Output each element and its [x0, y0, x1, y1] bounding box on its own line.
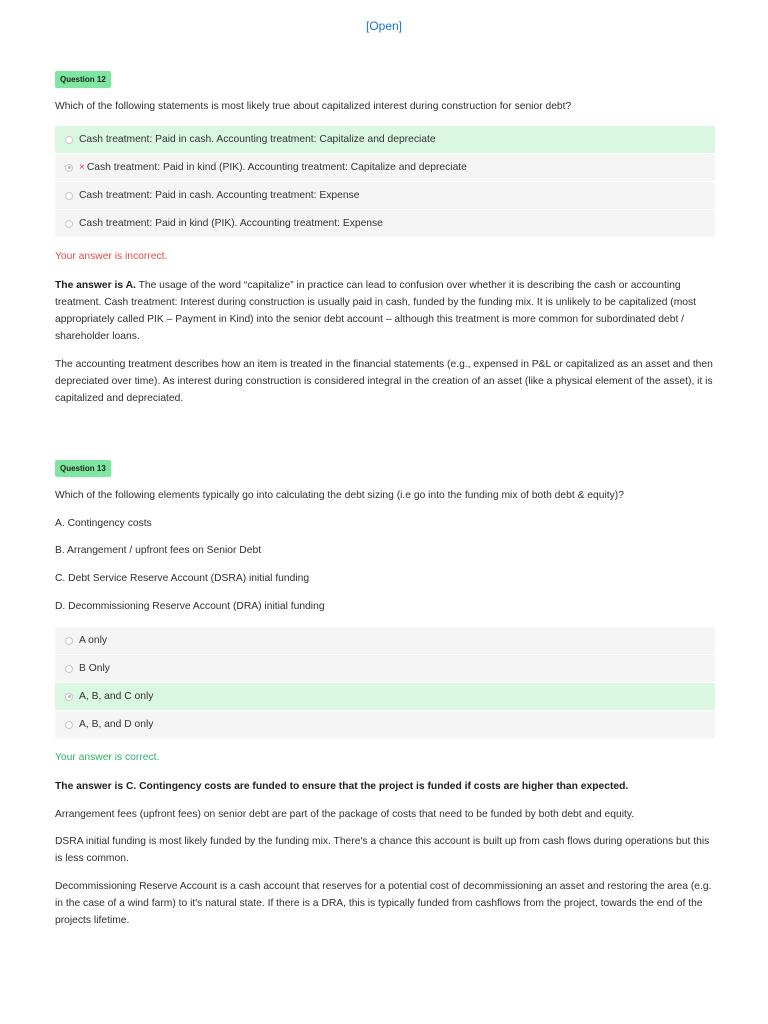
radio-icon[interactable]	[65, 637, 73, 645]
incorrect-x-icon: ×	[79, 162, 85, 173]
radio-icon[interactable]	[65, 665, 73, 673]
q13-element-d: D. Decommissioning Reserve Account (DRA) initial funding	[55, 601, 325, 612]
q12-option-c[interactable]	[55, 182, 715, 210]
question-13-text: Which of the following elements typically go into calculating the debt sizing (i.e go into the funding mix of both debt & equity)?	[55, 490, 624, 501]
q13-option-d[interactable]	[55, 711, 715, 739]
radio-icon[interactable]	[65, 721, 73, 729]
q12-option-a-label: Cash treatment: Paid in cash. Accounting treatment: Capitalize and depreciate	[79, 134, 436, 145]
q12-option-d-label: Cash treatment: Paid in kind (PIK). Accounting treatment: Expense	[79, 218, 383, 229]
question-13-options	[55, 627, 715, 739]
q13-answer-lead	[55, 778, 715, 795]
radio-checked-icon[interactable]	[65, 693, 73, 701]
question-12-options	[55, 126, 715, 238]
q13-option-c-label: A, B, and C only	[79, 691, 154, 702]
question-13-badge: Question 13	[55, 460, 111, 477]
q13-feedback: Your answer is correct.	[55, 752, 160, 763]
q13-element-a: A. Contingency costs	[55, 518, 152, 529]
q13-element-c: C. Debt Service Reserve Account (DSRA) initial funding	[55, 573, 310, 584]
q12-option-a[interactable]	[55, 126, 715, 154]
q12-answer-lead: The answer is A.	[55, 280, 136, 291]
q12-answer-text: The usage of the word “capitalize” in practice can lead to confusion over whether it is describing the cash or accounting treatment. Cash treatment: Interest during construction is usually paid in cash, funded by the funding mix. It is unlikely to be capitalized (most appropriately called PIK – Payment in Kind) into the senior debt account – although this treatment is more common for subordinated debt / shareholder loans.	[55, 280, 697, 342]
radio-icon[interactable]	[65, 136, 73, 144]
question-12-badge: Question 12	[55, 71, 111, 88]
q13-option-b[interactable]	[55, 655, 715, 683]
q13-option-b-label: B Only	[79, 663, 110, 674]
radio-checked-icon[interactable]	[65, 164, 73, 172]
q13-explanation-1: Arrangement fees (upfront fees) on senior debt are part of the package of costs that need to be funded by both debt and equity.	[55, 809, 635, 820]
q13-explanation-3: Decommissioning Reserve Account is a cash account that reserves for a potential cost of decommissioning an asset and restoring the area (e.g. in the case of a wind farm) to it's natural state. If there is a DRA, this is typically funded from cashflows from the project, towards the end of the projects lifetime.	[55, 881, 712, 926]
q13-option-c[interactable]	[55, 683, 715, 711]
radio-icon[interactable]	[65, 192, 73, 200]
q12-option-c-label: Cash treatment: Paid in cash. Accounting treatment: Expense	[79, 190, 360, 201]
q12-option-d[interactable]	[55, 210, 715, 238]
q13-explanation-2: DSRA initial funding is most likely funded by the funding mix. There's a chance this account is built up from cash flows during operations but this is less common.	[55, 836, 710, 864]
q13-element-b: B. Arrangement / upfront fees on Senior Debt	[55, 545, 262, 556]
q13-option-a-label: A only	[79, 635, 108, 646]
q12-option-b[interactable]	[55, 154, 715, 182]
q12-option-b-label: Cash treatment: Paid in kind (PIK). Accounting treatment: Capitalize and depreciate	[86, 162, 467, 173]
q12-feedback: Your answer is incorrect.	[55, 251, 168, 262]
question-12-text: Which of the following statements is most likely true about capitalized interest during construction for senior debt?	[55, 101, 572, 112]
q12-explanation-1	[55, 277, 715, 345]
q13-option-a[interactable]	[55, 627, 715, 655]
open-link[interactable]: [Open]	[365, 19, 403, 33]
q13-answer-lead-text: The answer is C. Contingency costs are funded to ensure that the project is funded if costs are higher than expected.	[55, 781, 629, 792]
q12-explanation-2: The accounting treatment describes how an item is treated in the financial statements (e.g., expensed in P&L or capitalized as an asset and then depreciated over time). As interest during construction is considered integral in the creation of an asset (like a physical element of the asset), it is capitalized and depreciated.	[55, 359, 713, 404]
radio-icon[interactable]	[65, 220, 73, 228]
q13-option-d-label: A, B, and D only	[79, 719, 154, 730]
